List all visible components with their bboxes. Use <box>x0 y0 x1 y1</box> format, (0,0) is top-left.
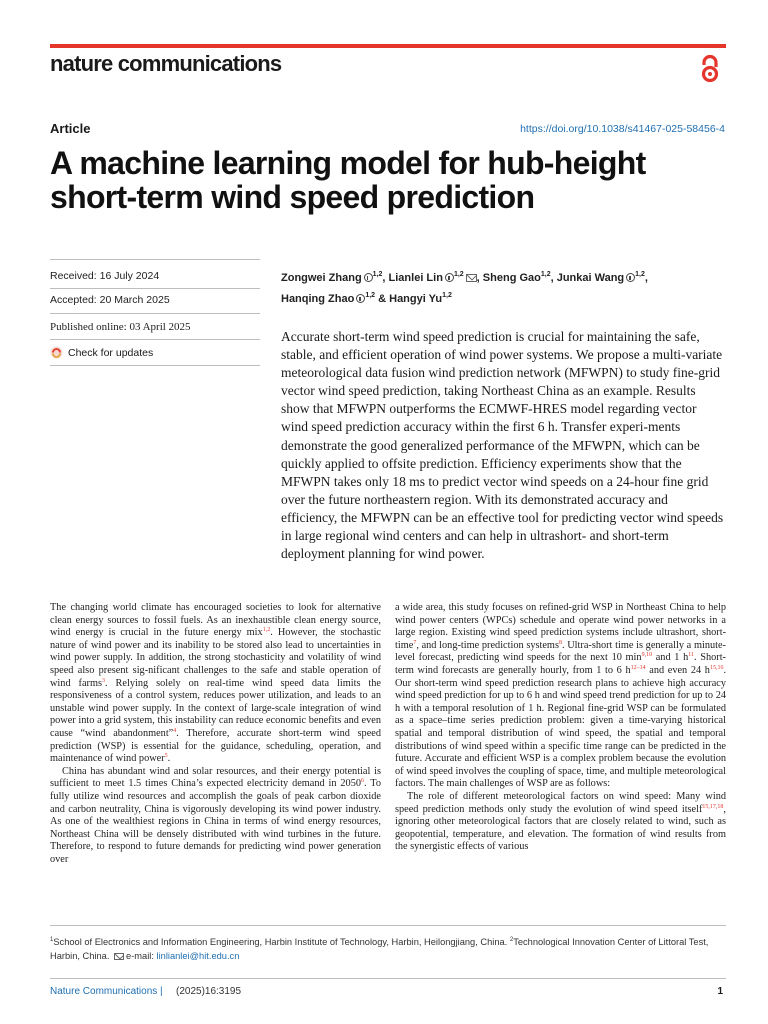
meta-divider <box>50 259 260 260</box>
citation-reference[interactable]: 5 <box>164 753 168 760</box>
orcid-icon[interactable] <box>364 273 373 282</box>
author-name[interactable]: Hanqing Zhao <box>281 293 355 305</box>
affiliation-1: School of Electronics and Information Engineering, Harbin Institute of Technology, Harbin, Heilongjiang, China. <box>53 937 508 947</box>
author-name[interactable]: Sheng Gao <box>482 272 541 284</box>
footer-journal-name[interactable]: Nature Communications | <box>50 986 163 997</box>
journal-name[interactable]: nature communications <box>50 51 282 76</box>
corresponding-email-link[interactable]: linlianlei@hit.edu.cn <box>156 951 240 961</box>
check-updates-label: Check for updates <box>68 346 154 359</box>
body-column-left <box>50 602 381 866</box>
orcid-icon[interactable] <box>445 273 454 282</box>
author-affiliation: 1,2 <box>442 292 452 299</box>
body-paragraph: China has abundant wind and solar resources, and their energy potential is sufficient to meet 1.5 times China’s expected electricity demand in 2050$^6$. To fully utilize wind resources and accomplish the goals of peak carbon dioxide and carbon neutrality, China is vigorously developing its wind power industry. As one of the wealthiest regions in China in terms of wind energy resources, Northeast China will be densely distributed with wind turbines in the future. Therefore, to respond to future demands for predicting wind power generation over <box>50 765 381 865</box>
email-icon <box>114 953 124 960</box>
footer-citation: (2025)16:3195 <box>176 986 242 997</box>
meta-divider <box>50 339 260 340</box>
published-date: Published online: 03 April 2025 <box>50 321 191 333</box>
author-name[interactable]: Lianlei Lin <box>388 272 443 284</box>
accepted-date: Accepted: 20 March 2025 <box>50 294 170 306</box>
body-paragraph: The role of different meteorological factors on wind speed: Many wind speed prediction methods only study the evolution of wind speed itself$^{15,17,18}$, ignoring other meteorological factors that are closely related to wind, such as geopotential, temperature, and elevation. The formation of wind results from the synergistic effects of various <box>395 790 726 853</box>
affiliation-2: Technological Innovation Center of Littoral Test, Harbin, China. <box>50 937 709 961</box>
citation-reference[interactable]: 6 <box>361 778 365 785</box>
article-title <box>50 146 750 214</box>
meta-divider <box>50 365 260 366</box>
footer-divider <box>50 978 726 979</box>
check-updates-icon <box>50 346 63 359</box>
meta-divider <box>50 313 260 314</box>
author-affiliation: 1,2 <box>372 271 383 278</box>
page-number: 1 <box>717 986 723 997</box>
check-for-updates-button[interactable] <box>50 346 153 359</box>
citation-reference[interactable]: 3 <box>102 677 105 684</box>
body-column-right <box>395 602 726 854</box>
orcid-icon[interactable] <box>626 273 635 282</box>
citation-reference[interactable]: 9,10 <box>641 652 653 659</box>
footnote-divider <box>50 925 726 926</box>
citation-reference[interactable]: 15,16 <box>709 664 724 671</box>
header-accent-rule <box>50 44 726 48</box>
citation-reference[interactable]: 15,17,18 <box>702 803 724 810</box>
body-paragraph: The changing world climate has encouraged societies to look for alternative clean energy sources to fossil fuels. As an inexhaustible clean energy source, wind energy is crucial in the future energy mix$^{1,2}$. However, the stochastic nature of wind power and its inability to be stored also lead to uncertainties in wind power supply. In addition, the strong stochasticity and volatility of wind speed also present sig-nificant challenges to the safe and stable operation of wind farms$^3$. Relying solely on real-time wind speed data limits the responsiveness of a control system, reduces power utilization, and leads to an unstable wind power supply. In the context of large-scale integration of wind power into a grid system, this instability can reduce economic benefits and even cause “wind abandonment”$^4$. Therefore, accurate short-term wind speed prediction (WSP) is essential for the guidance, scheduling, operation, and maintenance of wind power$^5$. <box>50 602 381 765</box>
orcid-icon[interactable] <box>356 294 365 303</box>
citation-reference[interactable]: 1,2 <box>262 627 271 634</box>
abstract: Accurate short-term wind speed prediction is crucial for maintaining the safe, stable, and efficient operation of wind power systems. We propose a multi-variate meteorological data fusion wind prediction network (MFWPN) to study fine-grid vector wind speed prediction, taking Northeast China as an example. Results show that MFWPN outperforms the ECMWF-HRES model regarding vector wind speed prediction accuracy within the first 6 h. Transfer experi-ments demonstrate the good generalized performance of the MFWPN, which can be quickly applied to offsite prediction. Efficiency experiments show that the MFWPN takes only 18 ms to predict vector wind speeds on a 24-hour fine grid over the future northeastern region. With its demonstrated accuracy and efficiency, the MFWPN can be an effective tool for predicting vector wind speeds in large regional wind centers and can help in ultrashort- and short-term deployment planning for wind power. <box>281 329 724 562</box>
citation-reference[interactable]: 4 <box>173 727 177 734</box>
author-affiliation: 1,2 <box>453 271 464 278</box>
corresponding-author-email-icon[interactable] <box>466 274 477 282</box>
author-name[interactable]: Hangyi Yu <box>389 293 443 305</box>
article-type: Article <box>50 121 91 136</box>
citation-reference[interactable]: 8 <box>558 639 562 646</box>
body-paragraph: a wide area, this study focuses on refined-grid WSP in Northeast China to help wind power centers (WPCs) schedule and operate wind power networks in a large region. Existing wind speed prediction systems include ultrashort, short-time$^7$, and long-time prediction systems$^8$. Ultra-short time is generally a minute-level forecast, predicting wind speeds for the next 10 $\min^{9,10}$ and 1 $h^{11}$. Short-term wind forecasts are generally hourly, from 1 to 6 $h^{12-14}$ and even 24 $h^{15,16}$. Our short-term wind speed prediction research plans to achieve high accuracy wind speed prediction for up to 6 h and wind speed trend prediction for up to 24 h with a temporal resolution of 1 h. Regional fine-grid WSP can be formulated as a space–time series prediction problem: given a time-varying historical spatial and temporal distribution of wind speed, the spatial and temporal distributions of wind speed within a specific time range can be predicted in the future. Accurate and efficient WSP is a complex problem because the evolution of wind speed involves the coupling of space, time, and multiple meteorological factors. The main challenges of WSP are as follows: <box>395 602 727 790</box>
received-date: Received: 16 July 2024 <box>50 270 160 282</box>
doi-link[interactable]: https://doi.org/10.1038/s41467-025-58456-4 <box>520 123 725 135</box>
citation-reference[interactable]: 12–14 <box>630 664 646 671</box>
citation-reference[interactable]: 7 <box>413 639 417 646</box>
author-list: Zongwei Zhang $^{1,2}$, Lianlei Lin $^{1,2}$ , Sheng Gao$^{1,2}$, Junkai Wang $^{1,2}$, Hanqing Zhao $^{1,2}$ & Hangyi Yu$^{1,2}$ <box>281 271 648 305</box>
affiliation-footnote: $^1$School of Electronics and Information Engineering, Harbin Institute of Technology, Harbin, Heilongjiang, China. $^2$Technological Innovation Center of Littoral Test, Harbin, China. e-mail: linlianlei@hit.edu.cn <box>50 937 709 961</box>
meta-divider <box>50 288 260 289</box>
title-line-1: A machine learning model for hub-height <box>50 145 646 181</box>
author-affiliation: 1,2 <box>635 271 645 278</box>
author-name[interactable]: Zongwei Zhang <box>281 272 362 284</box>
author-affiliation: 1,2 <box>365 292 376 299</box>
author-affiliation: 1,2 <box>540 271 551 278</box>
title-line-2: short-term wind speed prediction <box>50 179 535 215</box>
author-name[interactable]: Junkai Wang <box>556 272 625 284</box>
open-access-icon <box>698 54 722 84</box>
email-prefix: e-mail: <box>126 951 154 961</box>
citation-reference[interactable]: 11 <box>688 652 694 659</box>
